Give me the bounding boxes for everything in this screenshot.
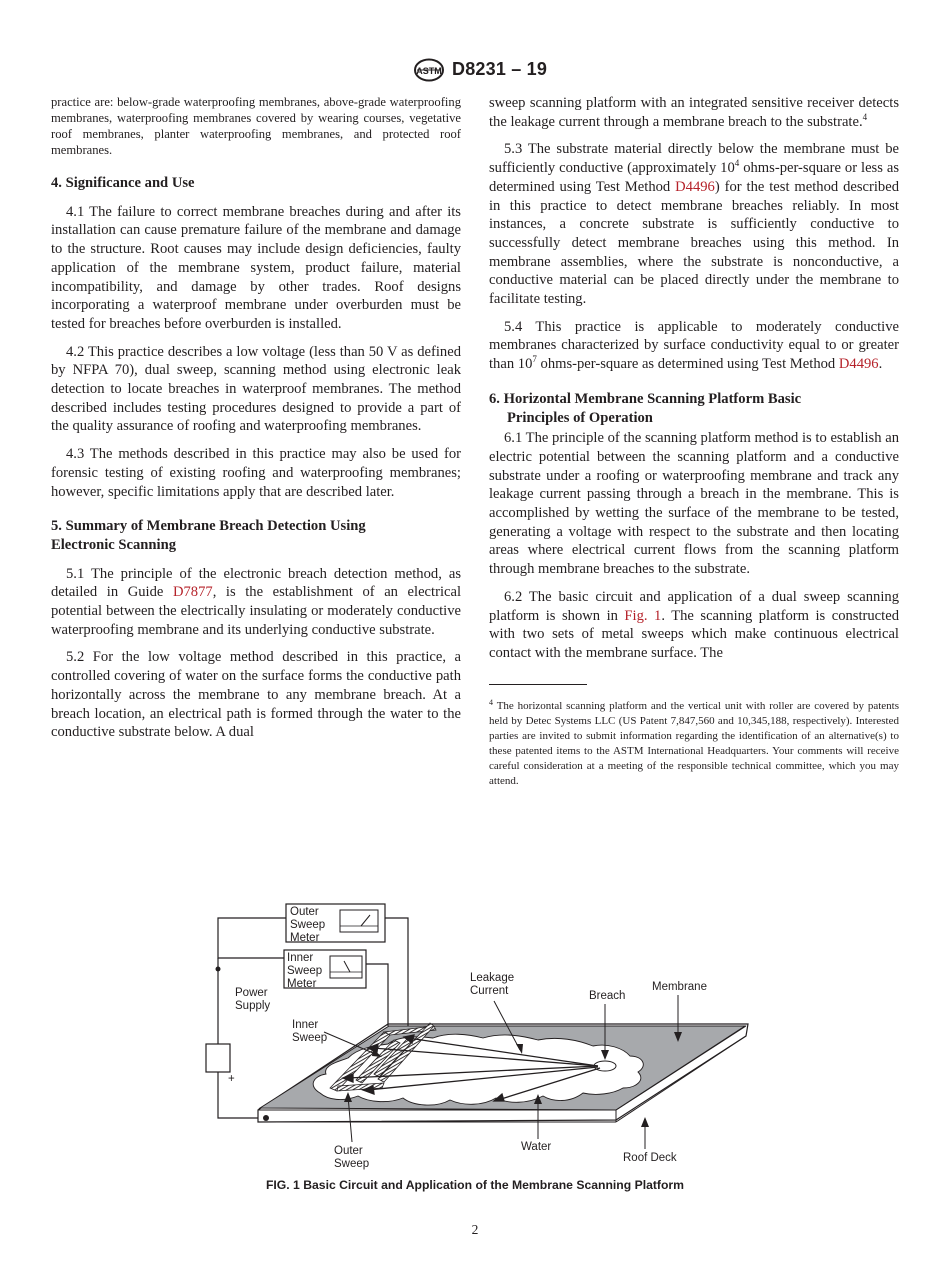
exponent-4: 4 — [734, 158, 740, 169]
paragraph-5-2: 5.2 For the low voltage method described in this practice, a controlled covering of water on the surface forms the conductive path horizontally across the membrane to any membrane breach. At a breach location, an electrical path is formed through the water to the conductive substrate below. A dual — [51, 649, 461, 741]
label-inner-sweep: Inner Sweep — [292, 1019, 328, 1044]
figure-1-diagram — [198, 898, 758, 1176]
exponent-7: 7 — [532, 354, 537, 365]
section-5-heading — [51, 517, 461, 554]
section-6-heading — [489, 390, 899, 427]
label-inner-sweep-meter: Inner Sweep Meter — [287, 952, 323, 990]
section-5-heading-line-1: 5. Summary of Membrane Breach Detection Using — [51, 518, 366, 535]
paragraph-5-1-text-b: , is the establishment of an electrical potential between the electrically insulating or moderately conductive waterproofing membrane and its underlying conductive substrate. — [51, 584, 462, 638]
svg-text:ASTM: ASTM — [416, 66, 442, 76]
label-water: Water — [521, 1141, 552, 1153]
paragraph-intro: practice are: below-grade waterproofing membranes, above-grade waterproofing membranes, waterproofing membranes covered by wearing courses, vegetative roof membranes, planter waterproofing membranes, and protected roof membranes. — [51, 95, 461, 157]
paragraph-5-3-text-a: 5.3 The substrate material directly below the membrane must be sufficiently conductive (approximately 10 — [489, 141, 899, 177]
link-d4496[interactable]: D4496 — [675, 178, 715, 195]
label-power-supply: Power Supply — [235, 987, 271, 1012]
paragraph-5-2-continued — [489, 94, 899, 131]
paragraph-6-1: 6.1 The principle of the scanning platform method is to establish an electric potential between the scanning platform and a conductive substrate under a roofing or waterproofing membrane and track any leakage current passing through a breach in the membrane. This is accomplished by wetting the surface of the membrane to be tested, generating a voltage with respect to the substrate and then locating areas where electrical current flows from the scanning platform through membrane breaches to the substrate. — [489, 430, 899, 578]
paragraph-4-3: 4.3 The methods described in this practice may also be used for forensic testing of existing roofing and waterproofing membranes; however, specific limitations apply that are described later. — [51, 446, 461, 500]
page-header — [0, 58, 950, 84]
right-column — [489, 94, 899, 789]
paragraph-5-1 — [51, 565, 461, 640]
footnote-number: 4 — [489, 697, 493, 707]
paragraph-5-4-text-a: 5.4 This practice is applicable to moderately conductive membranes characterized by surface conductivity equal to or greater than 10 — [489, 318, 899, 373]
paragraph-4-2: 4.2 This practice describes a low voltage (less than 50 V as defined by NFPA 70), dual sweep, scanning method using electronic leak detection to locate breaches in waterproof membranes. The method described includes testing procedures designed to provide a part of the quality assurance of roofing and waterproofing membranes. — [51, 343, 461, 435]
inner-sweep-meter-dial — [330, 956, 362, 978]
label-membrane: Membrane — [652, 981, 707, 993]
paragraph-5-3-text-c: ) for the test method described in this practice to detect membrane breaches reliably. In most instances, a concrete substrate is sufficiently conductive to successfully detect membrane breaches using this method. In membrane assemblies, where the substrate is nonconductive, a conductive material can be placed directly under the membrane to facilitate testing. — [489, 178, 899, 308]
paragraph-4-1: 4.1 The failure to correct membrane breaches during and after its installation can cause premature failure of the membrane and damage to the structure. Root causes may include design deficiencies, faulty application of the membrane system, product failure, material incompatibility, and damage by other trades. Roof designs incorporating a waterproof membrane under overburden must be tested for breaches before overburden is installed. — [51, 203, 461, 332]
footnote-4 — [489, 695, 899, 789]
link-d7877[interactable]: D7877 — [172, 584, 213, 601]
label-leakage-current: Leakage Current — [470, 972, 515, 997]
section-5-heading-line-2: Electronic Scanning — [51, 536, 177, 553]
paragraph-6-2-text-a: 6.2 The basic circuit and application of a dual sweep scanning platform is shown in — [489, 588, 899, 624]
section-6-heading-line-1: 6. Horizontal Membrane Scanning Platform Basic — [489, 390, 802, 407]
footnote-text: The horizontal scanning platform and the vertical unit with roller are covered by patents held by Detec Systems LLC (US Patent 7,847,560 and 10,345,188, respectively). Interested parties are invited to submit information regarding the identification of an alternative(s) to these patented items to the ASTM International Headquarters. Your comments will receive careful consideration at a meeting of the responsible technical committee, which you may attend. — [489, 699, 899, 787]
label-outer-sweep-meter: Outer Sweep Meter — [290, 906, 326, 944]
section-4-heading: 4. Significance and Use — [51, 175, 195, 191]
document-designation: D8231 – 19 — [452, 59, 548, 79]
link-fig-1[interactable]: Fig. 1 — [624, 607, 662, 624]
paragraph-6-2 — [489, 588, 899, 663]
figure-caption: FIG. 1 Basic Circuit and Application of the Membrane Scanning Platform — [265, 1178, 685, 1192]
paragraph-5-1-text-a: 5.1 The principle of the electronic breach detection method, as detailed in Guide — [51, 565, 461, 601]
left-column — [51, 94, 461, 742]
power-supply-box — [206, 1044, 230, 1072]
paragraph-5-4 — [489, 318, 899, 374]
paragraph-5-2-continued-text: sweep scanning platform with an integrated sensitive receiver detects the leakage current through a membrane breach to the substrate. — [489, 95, 899, 130]
paragraph-5-3 — [489, 140, 899, 308]
link-d4496-2[interactable]: D4496 — [838, 356, 879, 373]
section-6-heading-line-2: Principles of Operation — [507, 409, 653, 426]
label-roof-deck: Roof Deck — [623, 1152, 677, 1164]
page-number: 2 — [471, 1222, 479, 1237]
outer-sweep-meter-dial — [340, 910, 378, 932]
junction-dot — [216, 967, 221, 972]
label-breach: Breach — [589, 990, 626, 1002]
deck-contact-dot — [263, 1115, 269, 1121]
paragraph-5-4-text-b: ohms-per-square as determined using Test Method — [536, 356, 839, 373]
footnote-divider — [489, 684, 587, 685]
paragraph-6-2-text-b: . The scanning platform is constructed with two sets of metal sweeps which make continuous electrical contact with the membrane surface. The — [489, 607, 899, 661]
power-supply-plus: + — [228, 1073, 235, 1085]
paragraph-5-4-text-c: . — [878, 356, 883, 373]
label-outer-sweep: Outer Sweep — [334, 1145, 370, 1170]
footnote-ref-4[interactable]: 4 — [862, 111, 868, 122]
astm-logo — [411, 58, 447, 82]
paragraph-5-3-text-b: ohms-per-square or less as determined using Test Method — [489, 160, 899, 195]
